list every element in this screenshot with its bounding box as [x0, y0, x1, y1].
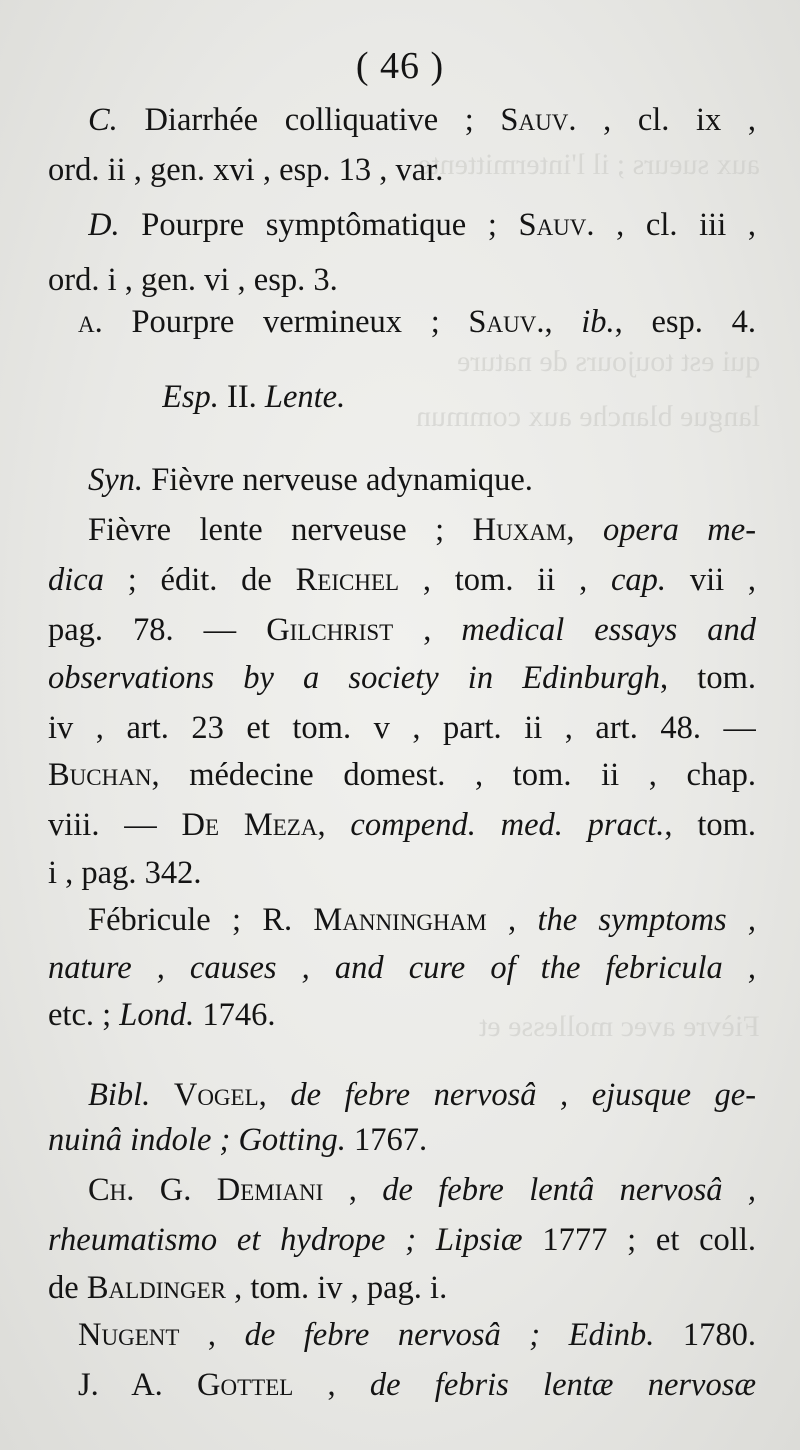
reference-text: viii. — [48, 807, 157, 843]
year: 1780. [682, 1317, 756, 1353]
separator: , [508, 902, 517, 938]
huxam-line-3 [48, 610, 756, 650]
year: 1746. [202, 997, 276, 1033]
disease-name: Pourpre symptômatique ; [141, 207, 497, 243]
separator: , [566, 512, 575, 548]
entry-label: D. [88, 207, 120, 243]
manningham-line-1 [88, 900, 756, 940]
author-name: Sauv. [468, 304, 545, 340]
reference-text: 1777 ; et coll. [542, 1222, 756, 1258]
work-title: de febre nervosâ ; Edinb. [244, 1317, 655, 1353]
separator: , [258, 1077, 267, 1113]
synonym-line [88, 460, 756, 500]
entry-c-line-2 [48, 150, 756, 190]
reference-text: vii , [689, 562, 756, 598]
disease-name: Pourpre vermineux ; [131, 304, 440, 340]
entry-a-line [78, 302, 756, 342]
author-name: R. Manningham [262, 902, 487, 938]
page-number: ( 46 ) [355, 45, 445, 87]
author-name: Ch. G. Demiani [88, 1172, 324, 1208]
work-title: de febre lentâ nervosâ , [382, 1172, 756, 1208]
huxam-line-5 [48, 708, 756, 748]
entry-c-line-1 [88, 100, 756, 140]
bleed-through-text: qui est toujours de nature [456, 345, 760, 378]
separator: , [327, 1367, 336, 1403]
year: 1767. [354, 1122, 428, 1158]
entry-label: C. [88, 102, 118, 138]
reference-text: ; édit. de [127, 562, 272, 598]
author-name: J. A. Gottel [78, 1367, 294, 1403]
work-title: dica [48, 562, 104, 598]
bibliography-line-2 [48, 1120, 756, 1160]
work-title: de febris lentæ nervosæ [369, 1367, 756, 1403]
place-name: Lond. [119, 997, 195, 1033]
separator: , [317, 807, 326, 843]
work-title: the symptoms , [537, 902, 756, 938]
species-number: II. [227, 379, 257, 415]
work-title: compend. med. pract. [350, 807, 665, 843]
disease-name: Fièvre lente nerveuse ; [88, 512, 445, 548]
entry-d-line-1 [88, 205, 756, 245]
reference-text: ord. i , gen. vi , esp. 3. [48, 262, 338, 298]
synonym-label: Syn. [88, 462, 144, 498]
author-name: Huxam [472, 512, 567, 548]
huxam-line-1 [88, 510, 756, 550]
reference-text: , cl. ix , [603, 102, 756, 138]
reference-text: ord. ii , gen. xvi , esp. 13 , var. [48, 152, 444, 188]
reference-text: iv , art. 23 et tom. v , part. ii , art. 48. — [48, 710, 756, 746]
disease-name: Fébricule ; [88, 902, 242, 938]
species-heading [162, 377, 756, 417]
work-title: rheumatismo et hydrope ; Lipsiæ [48, 1222, 523, 1258]
author-name: Nugent [78, 1317, 180, 1353]
species-label: Esp. [162, 379, 219, 415]
huxam-line-2 [48, 560, 756, 600]
work-title: de febre nervosâ , ejusque ge- [290, 1077, 756, 1113]
demiani-line-3 [48, 1268, 756, 1308]
huxam-line-7 [48, 805, 756, 845]
disease-name: Diarrhée colliquative ; [144, 102, 474, 138]
author-name: Gilchrist [266, 612, 394, 648]
separator: , [423, 612, 432, 648]
work-title: opera me- [603, 512, 756, 548]
demiani-line-2 [48, 1220, 756, 1260]
entry-d-line-2 [48, 260, 756, 300]
author-name: Buchan [48, 757, 152, 793]
reference-text: de [48, 1270, 79, 1306]
bleed-through-text: langue blanche aux commun [415, 400, 760, 433]
huxam-line-6 [48, 755, 756, 795]
bleed-through-text: Fièvre avec mollesse et [479, 1010, 760, 1043]
reference-text: pag. 78. — [48, 612, 237, 648]
author-name: Sauv. [518, 207, 595, 243]
bibliography-line-1 [88, 1075, 756, 1115]
author-name: Sauv. [500, 102, 577, 138]
reference-text: , tom. ii , [422, 562, 588, 598]
reference-text: , tom. iv , pag. i. [234, 1270, 448, 1306]
reference-text: , médecine domest. , tom. ii , chap. [151, 757, 756, 793]
reference-text: i , pag. 342. [48, 855, 202, 891]
ibid-text: ib. [581, 304, 615, 340]
manningham-line-2 [48, 948, 756, 988]
author-name: Vogel [173, 1077, 259, 1113]
work-title: observations by a society in Edinburgh [48, 660, 661, 696]
work-title: nature , causes , and cure of the febricula , [48, 950, 756, 986]
work-title: medical essays and [461, 612, 756, 648]
separator: , [348, 1172, 357, 1208]
manningham-line-3 [48, 995, 756, 1035]
demiani-line-1 [88, 1170, 756, 1210]
editor-name: Reichel [295, 562, 400, 598]
work-title: nuinâ indole ; Gotting. [48, 1122, 346, 1158]
reference-text: , tom. [664, 807, 756, 843]
huxam-line-4 [48, 658, 756, 698]
separator: , [207, 1317, 217, 1353]
huxam-line-8 [48, 853, 756, 893]
species-name: Lente. [264, 379, 346, 415]
reference-text: etc. ; [48, 997, 112, 1033]
synonym-text: Fièvre nerveuse adynamique. [151, 462, 533, 498]
editor-name: Baldinger [86, 1270, 227, 1306]
author-name: De Meza [181, 807, 318, 843]
chapter-label: cap. [610, 562, 667, 598]
reference-text: , cl. iii , [616, 207, 756, 243]
reference-text: , esp. 4. [614, 304, 756, 340]
separator: , [544, 304, 553, 340]
entry-label: a. [78, 304, 103, 340]
reference-text: , tom. [660, 660, 756, 696]
gottel-line [78, 1365, 756, 1405]
bleed-through-text: aux sueurs ; il l'intermittente [418, 148, 760, 181]
bibliography-label: Bibl. [88, 1077, 151, 1113]
nugent-line [78, 1315, 756, 1355]
